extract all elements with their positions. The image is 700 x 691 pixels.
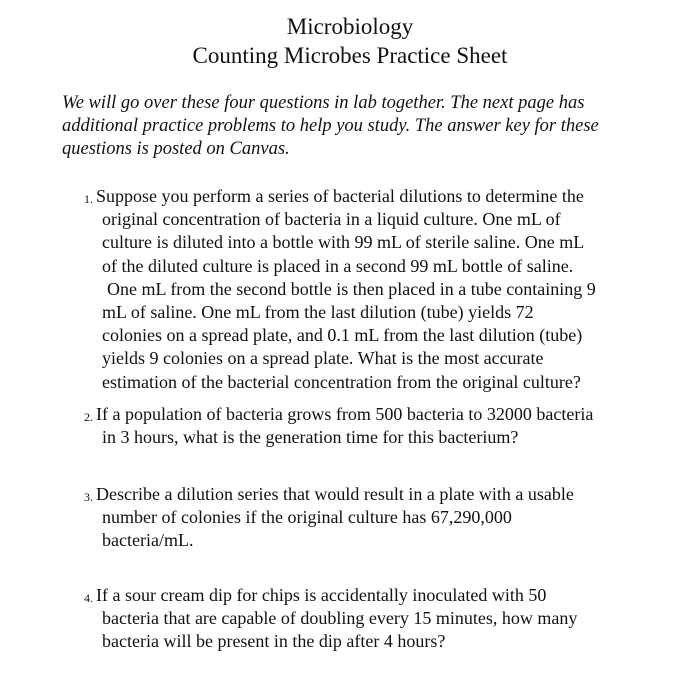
course-title: Microbiology bbox=[286, 14, 414, 39]
question-number: 1. bbox=[84, 192, 93, 206]
question-1 bbox=[84, 185, 654, 394]
question-line: number of colonies if the original culture has 67,290,000 bbox=[102, 507, 512, 528]
question-3 bbox=[84, 483, 654, 553]
question-line: in 3 hours, what is the generation time for this bacterium? bbox=[102, 427, 519, 448]
question-line: estimation of the bacterial concentration from the original culture? bbox=[102, 371, 581, 392]
question-number: 4. bbox=[84, 591, 93, 605]
intro-line: We will go over these four questions in lab together. The next page has bbox=[62, 93, 585, 113]
question-line: colonies on a spread plate, and 0.1 mL from the last dilution (tube) bbox=[102, 325, 583, 346]
question-line: If a population of bacteria grows from 500 bacteria to 32000 bacteria bbox=[96, 404, 594, 424]
question-2 bbox=[84, 403, 654, 449]
intro-line: questions is posted on Canvas. bbox=[62, 139, 290, 159]
question-line: mL of saline. One mL from the last dilution (tube) yields 72 bbox=[102, 302, 534, 323]
intro-line: additional practice problems to help you study. The answer key for these bbox=[62, 116, 599, 136]
intro-paragraph bbox=[62, 92, 662, 161]
question-line: yields 9 colonies on a spread plate. What is the most accurate bbox=[102, 348, 544, 369]
question-line: original concentration of bacteria in a liquid culture. One mL of bbox=[102, 209, 561, 230]
question-number: 3. bbox=[84, 490, 93, 504]
question-line: Describe a dilution series that would result in a plate with a usable bbox=[96, 484, 574, 504]
question-number: 2. bbox=[84, 410, 93, 424]
sheet-title: Counting Microbes Practice Sheet bbox=[192, 43, 508, 68]
question-line: One mL from the second bottle is then placed in a tube containing 9 bbox=[107, 278, 596, 299]
question-line: culture is diluted into a bottle with 99 mL of sterile saline. One mL bbox=[102, 232, 585, 253]
question-line: Suppose you perform a series of bacterial dilutions to determine the bbox=[96, 186, 584, 206]
page-title bbox=[0, 12, 700, 70]
question-line: bacteria will be present in the dip after 4 hours? bbox=[102, 631, 446, 652]
question-line: bacteria that are capable of doubling every 15 minutes, how many bbox=[102, 608, 578, 629]
question-4 bbox=[84, 584, 654, 654]
question-line: If a sour cream dip for chips is accidentally inoculated with 50 bbox=[96, 585, 547, 605]
question-line: of the diluted culture is placed in a second 99 mL bottle of saline. bbox=[102, 255, 574, 276]
question-line: bacteria/mL. bbox=[102, 530, 194, 551]
